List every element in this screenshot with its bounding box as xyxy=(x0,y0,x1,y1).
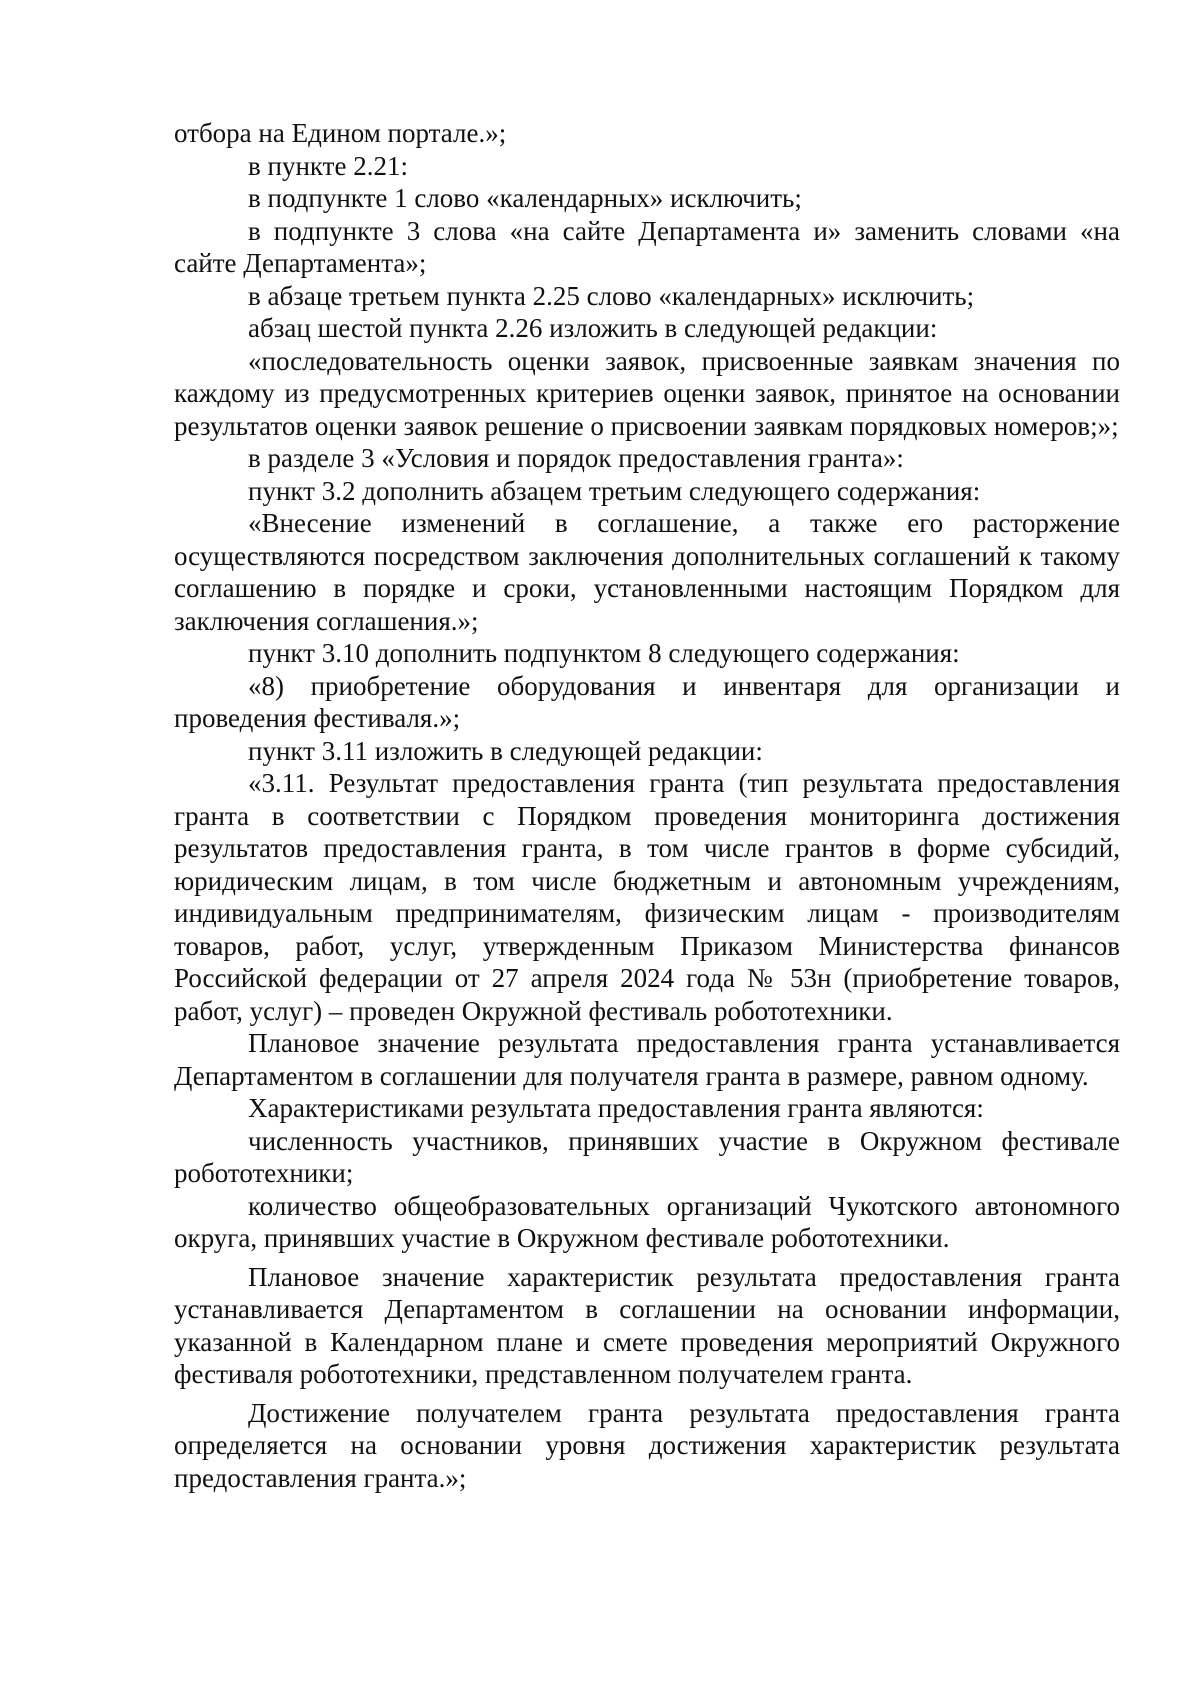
paragraph-14: «3.11. Результат предоставления гранта (тип результата предоставления гранта в соответствии с Порядком проведения мониторинга достижения результатов предоставления гранта, в том числе грантов в форме субсидий, юридическим лицам, в том числе бюджетным и автономным учреждениям, индивидуальным предпринимателям, физическим лицам - производителям товаров, работ, услуг, утвержденным Приказом Министерства финансов Российской федерации от 27 апреля 2024 года № 53н (приобретение товаров, работ, услуг) – проведен Окружной фестиваль робототехники. xyxy=(174,768,1120,1026)
paragraph-6: абзац шестой пункта 2.26 изложить в следующей редакции: xyxy=(248,313,938,343)
paragraph-19: Плановое значение характеристик результата предоставления гранта устанавливается Департаментом в соглашении на основании информации, указанной в Календарном плане и смете проведения мероприятий Окружного фестиваля робототехники, представленном получателем гранта. xyxy=(174,1261,1120,1389)
paragraph-4: в подпункте 3 слова «на сайте Департамента и» заменить словами «на сайте Департамента»; xyxy=(174,215,1120,278)
paragraph-9: пункт 3.2 дополнить абзацем третьим следующего содержания: xyxy=(248,475,981,506)
paragraph-5: в абзаце третьем пункта 2.25 слово «календарных» исключить; xyxy=(248,280,975,311)
paragraph-17: численность участников, принявших участие в Окружном фестивале робототехники; xyxy=(174,1125,1120,1188)
paragraph-7: «последовательность оценки заявок, присвоенные заявкам значения по каждому из предусмотренных критериев оценки заявок, принятое на основании результатов оценки заявок решение о присвоении заявкам порядковых номеров;»; xyxy=(174,345,1120,441)
paragraph-11: пункт 3.10 дополнить подпунктом 8 следующего содержания: xyxy=(248,638,960,668)
paragraph-16: Характеристиками результата предоставления гранта являются: xyxy=(248,1093,984,1123)
paragraph-18: количество общеобразовательных организаций Чукотского автономного округа, принявших участие в Окружном фестивале робототехники. xyxy=(174,1190,1120,1253)
paragraph-20: Достижение получателем гранта результата предоставления гранта определяется на основании уровня достижения характеристик результата предоставления гранта.»; xyxy=(174,1397,1120,1493)
paragraph-3: в подпункте 1 слово «календарных» исключить; xyxy=(248,183,802,213)
paragraph-13: пункт 3.11 изложить в следующей редакции: xyxy=(248,735,763,766)
paragraph-15: Плановое значение результата предоставления гранта устанавливается Департаментом в соглашении для получателя гранта в размере, равном одному. xyxy=(174,1028,1120,1091)
paragraph-8: в разделе 3 «Условия и порядок предоставления гранта»: xyxy=(248,443,904,473)
paragraph-10: «Внесение изменений в соглашение, а также его расторжение осуществляются посредством заключения дополнительных соглашений к такому соглашению в порядке и сроки, установленными настоящим Порядком для заключения соглашения.»; xyxy=(174,508,1120,636)
paragraph-2: в пункте 2.21: xyxy=(248,150,408,181)
paragraph-12: «8) приобретение оборудования и инвентаря для организации и проведения фестиваля.»; xyxy=(174,670,1120,733)
paragraph-1: отбора на Едином портале.»; xyxy=(174,118,507,148)
document-page xyxy=(174,117,1120,1494)
